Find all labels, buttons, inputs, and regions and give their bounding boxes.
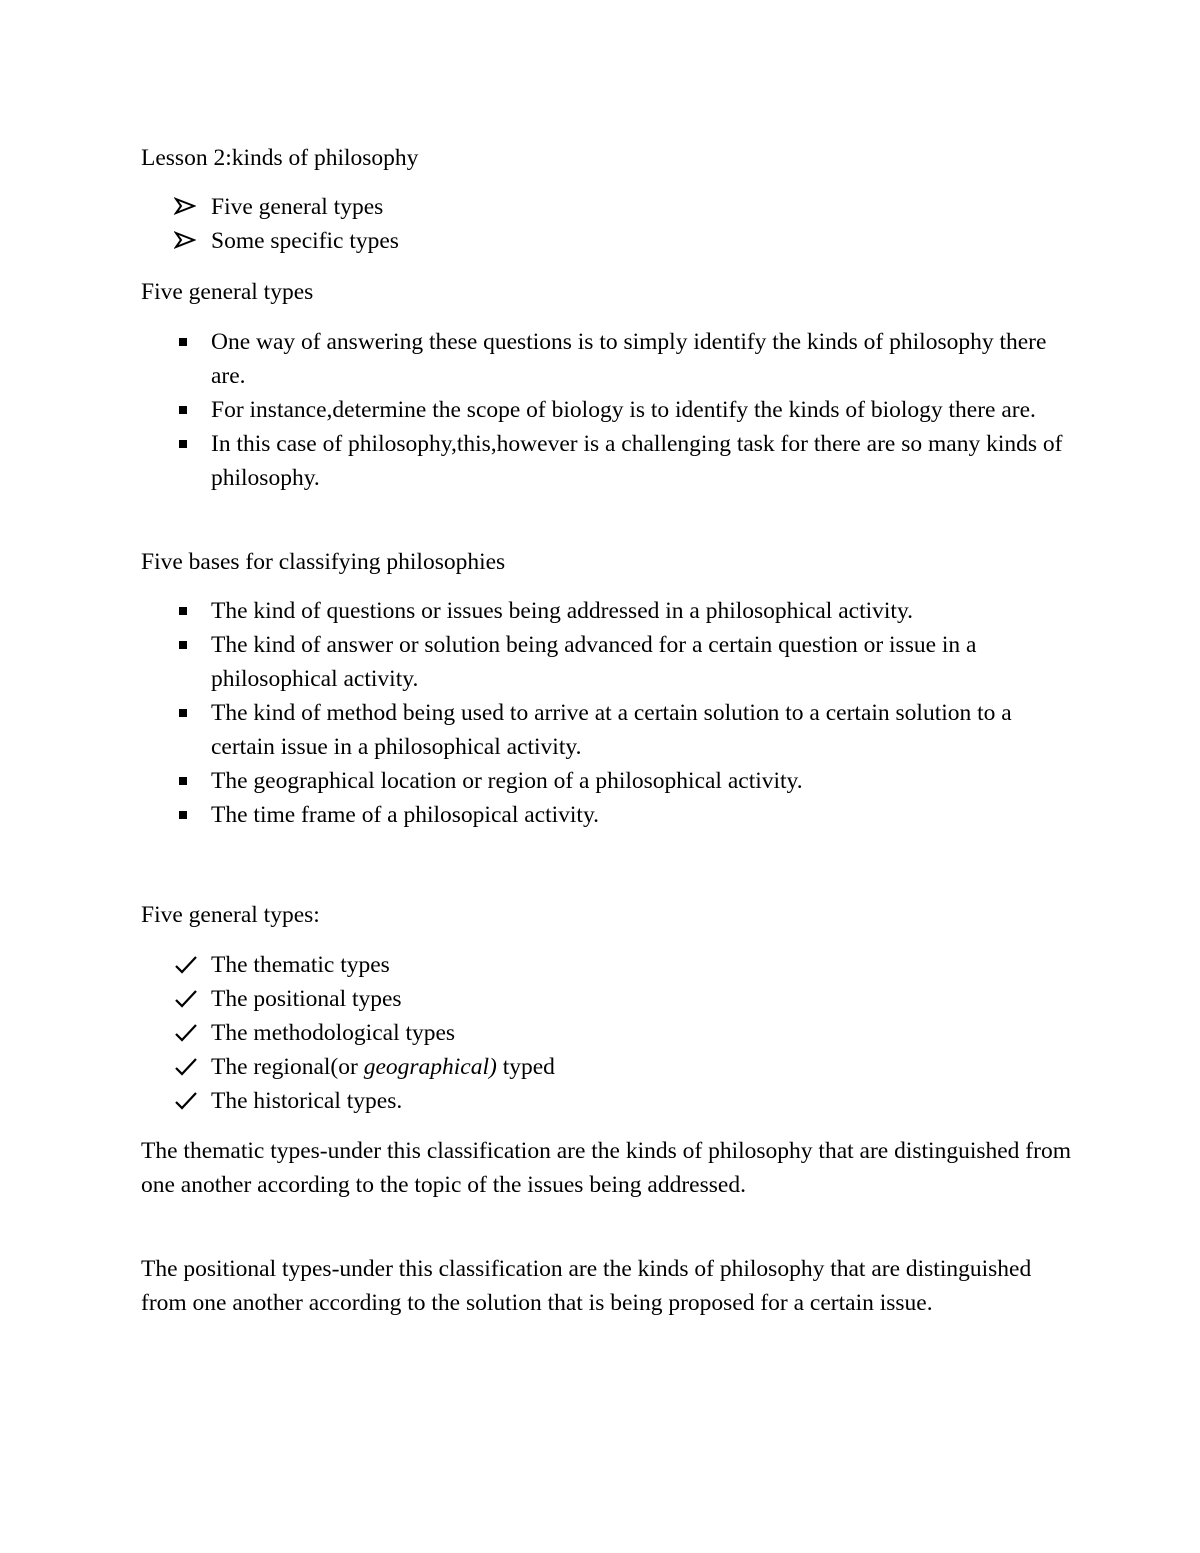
general-types-list	[141, 325, 1071, 495]
list-item: One way of answering these questions is to simply identify the kinds of philosophy there are.	[141, 325, 1071, 393]
paragraph-thematic: The thematic types-under this classification are the kinds of philosophy that are distinguished from one another according to the topic of the issues being addressed.	[141, 1138, 1071, 1198]
square-bullet-icon	[179, 607, 187, 615]
section-heading: Five general types:	[141, 902, 320, 928]
square-bullet-icon	[179, 777, 187, 785]
list-item: The geographical location or region of a philosophical activity.	[141, 764, 1071, 798]
list-item: The regional(or geographical) typed	[141, 1050, 1071, 1084]
list-item: The kind of method being used to arrive at a certain solution to a certain solution to a certain issue in a philosophical activity.	[141, 696, 1071, 764]
square-bullet-icon	[179, 440, 187, 448]
list-item: The methodological types	[141, 1016, 1071, 1050]
square-bullet-icon	[179, 338, 187, 346]
paragraph-positional: The positional types-under this classification are the kinds of philosophy that are distinguished from one another according to the solution that is being proposed for a certain issue.	[141, 1256, 1032, 1316]
types-checklist	[141, 948, 1071, 1118]
bases-list	[141, 594, 1071, 832]
section-heading: Five bases for classifying philosophies	[141, 549, 506, 575]
lesson-title	[141, 141, 1071, 175]
list-item: The kind of questions or issues being addressed in a philosophical activity.	[141, 594, 1071, 628]
outline-list	[141, 190, 1071, 258]
list-item: The historical types.	[141, 1084, 1071, 1118]
square-bullet-icon	[179, 641, 187, 649]
list-item: The thematic types	[141, 948, 1071, 982]
lesson-title-text: Lesson 2:kinds of philosophy	[141, 145, 419, 171]
list-item: In this case of philosophy,this,however is a challenging task for there are so many kinds of philosophy.	[141, 427, 1071, 495]
list-item: The kind of answer or solution being advanced for a certain question or issue in a philosophical activity.	[141, 628, 1071, 696]
section-heading: Five general types	[141, 279, 314, 305]
list-item: The time frame of a philosopical activity.	[141, 798, 1071, 832]
square-bullet-icon	[179, 811, 187, 819]
list-item: For instance,determine the scope of biology is to identify the kinds of biology there are.	[141, 393, 1071, 427]
list-item: The positional types	[141, 982, 1071, 1016]
square-bullet-icon	[179, 709, 187, 717]
list-item: Five general types	[141, 190, 1071, 224]
square-bullet-icon	[179, 406, 187, 414]
list-item: Some specific types	[141, 224, 1071, 258]
